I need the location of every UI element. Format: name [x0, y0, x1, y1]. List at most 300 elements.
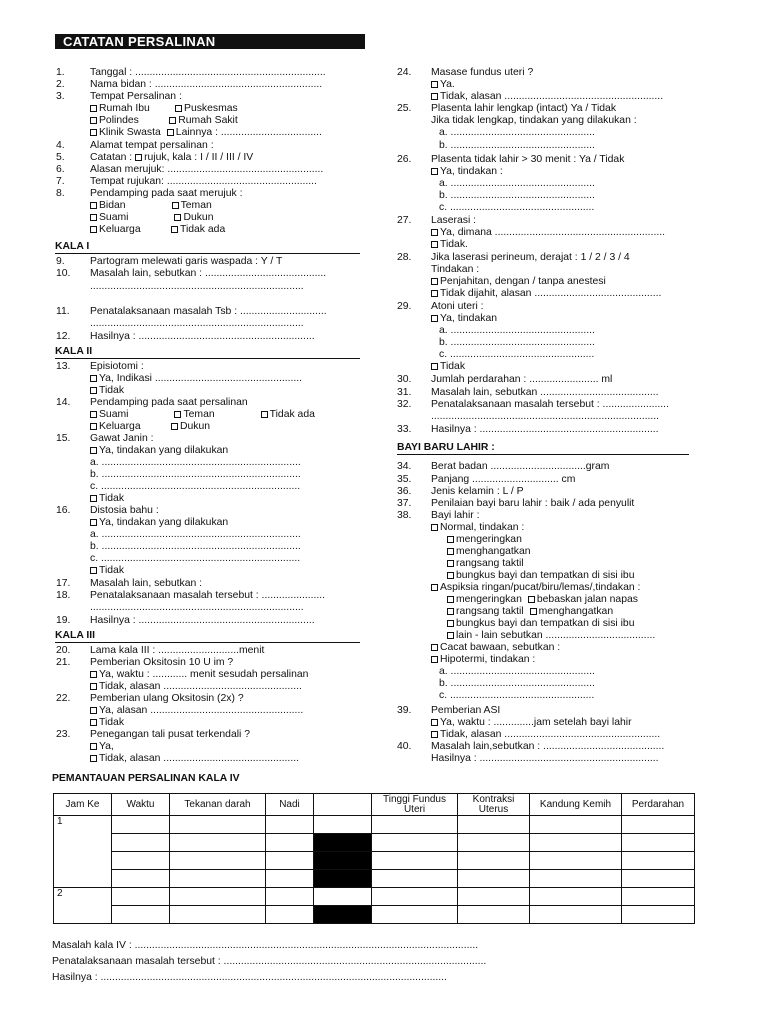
checkbox[interactable]	[431, 315, 438, 322]
table-cell[interactable]	[530, 834, 622, 852]
checkbox[interactable]	[431, 278, 438, 285]
checkbox-label: Puskesmas	[184, 103, 238, 114]
table-row	[54, 906, 695, 924]
table-cell[interactable]	[622, 870, 695, 888]
item-number: 4.	[56, 140, 65, 151]
form-line	[90, 331, 315, 342]
table-cell[interactable]	[530, 816, 622, 834]
shaded-cell	[314, 834, 372, 852]
checkbox[interactable]	[90, 129, 97, 136]
table-cell[interactable]	[458, 816, 530, 834]
form-line	[90, 529, 301, 540]
item-number: 8.	[56, 188, 65, 199]
form-line	[90, 91, 182, 102]
line-text: ...............................................................................	[431, 411, 660, 422]
form-line	[439, 349, 594, 360]
form-line	[90, 753, 299, 764]
form-line	[431, 276, 606, 287]
form-line	[431, 705, 500, 716]
checkbox[interactable]	[447, 632, 454, 639]
line-text: Pendamping pada saat merujuk :	[90, 188, 243, 199]
form-line	[90, 578, 202, 589]
item-number: 18.	[56, 590, 71, 601]
checkbox-label: Klinik Swasta	[99, 127, 161, 138]
checkbox[interactable]	[90, 117, 97, 124]
item-number: 39.	[397, 705, 412, 716]
table-cell[interactable]	[266, 888, 314, 906]
form-line	[90, 645, 264, 656]
form-line	[431, 374, 612, 385]
table-cell[interactable]	[266, 870, 314, 888]
form-line	[431, 227, 665, 238]
form-line	[90, 152, 253, 163]
table-cell[interactable]	[170, 852, 266, 870]
checkbox-label: Bidan	[99, 200, 126, 211]
checkbox[interactable]	[447, 548, 454, 555]
form-title: CATATAN PERSALINAN	[55, 34, 365, 49]
form-line	[90, 67, 326, 78]
table-cell[interactable]	[314, 888, 372, 906]
item-number: 32.	[397, 399, 412, 410]
checkbox[interactable]	[431, 719, 438, 726]
checkbox-label: Tidak, alasan ......................................................	[440, 729, 661, 740]
line-text: c. ..................................................	[439, 202, 595, 213]
form-line	[90, 657, 233, 668]
checkbox-label: rujuk, kala : I / II / III / IV	[144, 152, 254, 163]
form-line	[431, 154, 624, 165]
form-line	[431, 239, 468, 250]
form-line	[90, 553, 300, 564]
form-line	[431, 654, 535, 665]
line-text: Laserasi :	[431, 215, 477, 226]
line-text: Jenis kelamin : L / P	[431, 486, 524, 497]
table-cell[interactable]	[112, 834, 170, 852]
form-line	[90, 421, 210, 432]
checkbox[interactable]	[431, 584, 438, 591]
form-line	[439, 202, 594, 213]
checkbox[interactable]	[431, 229, 438, 236]
shaded-cell	[314, 870, 372, 888]
line-text: Jumlah perdarahan : ........................ ml	[431, 374, 613, 385]
checkbox[interactable]	[261, 411, 268, 418]
checkbox[interactable]	[447, 596, 454, 603]
line-text: Jika laserasi perineum, derajat : 1 / 2 / 3 / 4	[431, 252, 630, 263]
table-row	[54, 870, 695, 888]
item-number: 29.	[397, 301, 412, 312]
form-line	[90, 565, 124, 576]
form-line	[447, 606, 613, 617]
item-number: 20.	[56, 645, 71, 656]
checkbox[interactable]	[175, 105, 182, 112]
item-number: 14.	[56, 397, 71, 408]
form-line	[447, 630, 655, 641]
line-text: a. ..................................................	[439, 666, 595, 677]
form-line	[431, 264, 479, 275]
checkbox[interactable]	[167, 129, 174, 136]
section-heading: BAYI BARU LAHIR :	[397, 442, 495, 453]
checkbox[interactable]	[447, 620, 454, 627]
checkbox[interactable]	[431, 81, 438, 88]
table-cell[interactable]	[458, 906, 530, 924]
table-cell[interactable]	[530, 906, 622, 924]
checkbox[interactable]	[431, 290, 438, 297]
table-cell[interactable]	[170, 816, 266, 834]
table-cell[interactable]	[530, 888, 622, 906]
table-cell[interactable]	[530, 852, 622, 870]
table-cell[interactable]	[372, 870, 458, 888]
checkbox[interactable]	[90, 519, 97, 526]
table-cell[interactable]	[372, 888, 458, 906]
line-text: Jika tidak lengkap, tindakan yang dilakukan :	[431, 115, 637, 126]
col-kontraksi: Kontraksi Uterus	[458, 794, 530, 816]
line-text: Alasan merujuk: ......................................................	[90, 164, 324, 175]
form-line	[447, 570, 634, 581]
checkbox[interactable]	[431, 644, 438, 651]
checkbox-label: Aspiksia ringan/pucat/biru/lemas/,tindakan :	[440, 582, 641, 593]
table-cell[interactable]	[458, 870, 530, 888]
footer-line: Hasilnya : ........................................................................................................................	[52, 972, 447, 983]
line-text: Pemberian ulang Oksitosin (2x) ?	[90, 693, 244, 704]
checkbox[interactable]	[174, 411, 181, 418]
section-rule	[55, 358, 360, 359]
form-line	[431, 103, 616, 114]
checkbox[interactable]	[90, 719, 97, 726]
checkbox[interactable]	[431, 241, 438, 248]
item-number: 10.	[56, 268, 71, 279]
form-line	[439, 678, 595, 689]
item-number: 15.	[56, 433, 71, 444]
footer-line: Masalah kala IV : .......................................................................................................................	[52, 940, 479, 951]
checkbox-label: Tidak, alasan .......................................................	[440, 91, 664, 102]
checkbox[interactable]	[90, 495, 97, 502]
table-cell[interactable]	[170, 834, 266, 852]
table-cell[interactable]	[458, 852, 530, 870]
kala4-title: PEMANTAUAN PERSALINAN KALA IV	[52, 773, 240, 784]
line-text: c. ..................................................	[439, 690, 595, 701]
line-text: Penatalaksanaan masalah tersebut : ......................	[90, 590, 326, 601]
form-line	[90, 103, 238, 114]
line-text: Masase fundus uteri ?	[431, 67, 534, 78]
line-text: ..........................................................................	[90, 281, 304, 292]
checkbox[interactable]	[431, 93, 438, 100]
table-cell[interactable]	[112, 906, 170, 924]
checkbox-label: Tidak dijahit, alasan ............................................	[440, 288, 662, 299]
section-rule	[55, 642, 360, 643]
form-line	[447, 558, 524, 569]
checkbox[interactable]	[431, 656, 438, 663]
item-number: 9.	[56, 256, 65, 267]
form-line	[90, 361, 144, 372]
table-cell[interactable]	[372, 906, 458, 924]
item-number: 36.	[397, 486, 412, 497]
checkbox[interactable]	[90, 387, 97, 394]
line-text: c. .....................................................................	[90, 481, 301, 492]
table-cell[interactable]	[170, 906, 266, 924]
checkbox[interactable]	[431, 168, 438, 175]
form-line	[431, 79, 455, 90]
form-line	[90, 457, 301, 468]
checkbox[interactable]	[90, 423, 97, 430]
item-number: 1.	[56, 67, 65, 78]
col-jam-ke: Jam Ke	[54, 794, 112, 816]
checkbox[interactable]	[447, 608, 454, 615]
table-cell[interactable]	[266, 906, 314, 924]
checkbox-label: Suami	[99, 409, 129, 420]
checkbox[interactable]	[90, 743, 97, 750]
checkbox-label: Ya.	[440, 79, 455, 90]
checkbox[interactable]	[174, 214, 181, 221]
form-line	[90, 590, 325, 601]
item-number: 40.	[397, 741, 412, 752]
form-line	[431, 498, 634, 509]
table-cell[interactable]	[622, 852, 695, 870]
form-line	[90, 176, 317, 187]
table-cell[interactable]	[530, 870, 622, 888]
item-number: 27.	[397, 215, 412, 226]
checkbox[interactable]	[172, 202, 179, 209]
checkbox-label: Ya, alasan .....................................................	[99, 705, 304, 716]
line-text: b. .....................................................................	[90, 469, 301, 480]
item-number: 6.	[56, 164, 65, 175]
line-text: Pendamping pada saat persalinan	[90, 397, 248, 408]
checkbox-label: Tidak ada	[269, 409, 315, 420]
form-line	[431, 741, 664, 752]
checkbox[interactable]	[431, 524, 438, 531]
line-text: Plasenta lahir lengkap (intact) Ya / Tidak	[431, 103, 617, 114]
form-line	[431, 717, 632, 728]
table-cell[interactable]	[622, 816, 695, 834]
checkbox-label: Rumah Sakit	[178, 115, 238, 126]
item-number: 13.	[56, 361, 71, 372]
form-line	[90, 127, 322, 138]
checkbox-label: Tidak	[440, 361, 466, 372]
checkbox-label: rangsang taktil	[456, 606, 524, 617]
table-cell[interactable]	[458, 834, 530, 852]
form-line	[90, 188, 243, 199]
table-cell[interactable]	[622, 906, 695, 924]
item-number: 30.	[397, 374, 412, 385]
line-text: Bayi lahir :	[431, 510, 480, 521]
form-line	[431, 461, 609, 472]
checkbox-label: Tidak, alasan ................................................	[99, 681, 302, 692]
section-rule	[397, 454, 689, 455]
line-text: Gawat Janin :	[90, 433, 154, 444]
table-cell[interactable]	[372, 834, 458, 852]
item-number: 35.	[397, 474, 412, 485]
table-cell[interactable]	[372, 852, 458, 870]
checkbox-label: Keluarga	[99, 421, 141, 432]
table-cell[interactable]	[266, 834, 314, 852]
form-line	[447, 546, 531, 557]
form-line	[439, 337, 595, 348]
line-text: Hasilnya : .............................................................	[90, 331, 315, 342]
form-line	[439, 127, 595, 138]
checkbox-label: menghangatkan	[538, 606, 614, 617]
checkbox[interactable]	[447, 536, 454, 543]
checkbox-label: Ya, tindakan yang dilakukan	[99, 517, 229, 528]
form-line	[90, 79, 322, 90]
table-cell[interactable]	[622, 888, 695, 906]
form-line	[90, 705, 303, 716]
shaded-cell	[314, 852, 372, 870]
checkbox[interactable]	[90, 755, 97, 762]
form-line	[431, 387, 659, 398]
item-number: 24.	[397, 67, 412, 78]
form-line	[90, 481, 300, 492]
line-text: Penilaian bayi baru lahir : baik / ada penyulit	[431, 498, 635, 509]
checkbox[interactable]	[90, 214, 97, 221]
checkbox-label: lain - lain sebutkan ......................................	[456, 630, 656, 641]
line-text: Pemberian ASI	[431, 705, 501, 716]
checkbox[interactable]	[431, 363, 438, 370]
table-cell[interactable]	[314, 816, 372, 834]
line-text: Nama bidan : ..........................................................	[90, 79, 323, 90]
table-cell[interactable]	[170, 870, 266, 888]
item-number: 34.	[397, 461, 412, 472]
line-text: Plasenta tidak lahir > 30 menit : Ya / Tidak	[431, 154, 625, 165]
checkbox-label: Ya, Indikasi ...................................................	[99, 373, 303, 384]
line-text: Episiotomi :	[90, 361, 144, 372]
jam-ke-cell: 1	[54, 816, 112, 888]
checkbox-label: Suami	[99, 212, 129, 223]
table-cell[interactable]	[622, 834, 695, 852]
form-line	[90, 729, 250, 740]
item-number: 21.	[56, 657, 71, 668]
line-text: Masalah lain,sebutkan : ..........................................	[431, 741, 665, 752]
checkbox[interactable]	[90, 202, 97, 209]
form-line	[431, 510, 480, 521]
item-number: 26.	[397, 154, 412, 165]
form-line	[439, 178, 595, 189]
form-line	[90, 318, 304, 329]
checkbox[interactable]	[90, 683, 97, 690]
form-line	[90, 256, 282, 267]
form-line	[90, 493, 124, 504]
table-cell[interactable]	[266, 816, 314, 834]
checkbox[interactable]	[135, 154, 142, 161]
checkbox[interactable]	[90, 226, 97, 233]
checkbox[interactable]	[431, 731, 438, 738]
table-cell[interactable]	[112, 870, 170, 888]
form-line	[431, 166, 503, 177]
item-number: 7.	[56, 176, 65, 187]
item-number: 2.	[56, 79, 65, 90]
section-rule	[55, 253, 360, 254]
form-line	[431, 411, 659, 422]
form-line	[90, 469, 301, 480]
form-line	[90, 681, 302, 692]
form-line	[431, 215, 476, 226]
form-line	[431, 91, 663, 102]
item-number: 23.	[56, 729, 71, 740]
form-line	[90, 385, 124, 396]
line-text: Catatan :	[90, 152, 133, 163]
item-number: 17.	[56, 578, 71, 589]
checkbox[interactable]	[90, 105, 97, 112]
checkbox-label: Ya, waktu : ..............jam setelah bayi lahir	[440, 717, 632, 728]
table-cell[interactable]	[112, 816, 170, 834]
table-cell[interactable]	[112, 852, 170, 870]
line-text: Hasilnya : .............................................................	[90, 615, 315, 626]
checkbox[interactable]	[90, 671, 97, 678]
checkbox-label: bebaskan jalan napas	[536, 594, 638, 605]
line-text: Hasilnya : ..............................................................	[431, 753, 659, 764]
checkbox[interactable]	[90, 707, 97, 714]
form-line	[90, 164, 323, 175]
checkbox[interactable]	[90, 375, 97, 382]
form-line	[431, 301, 484, 312]
line-text: a. ..................................................	[439, 127, 595, 138]
checkbox-label: Cacat bawaan, sebutkan :	[440, 642, 561, 653]
checkbox-label: Tidak	[99, 385, 125, 396]
checkbox-label: Keluarga	[99, 224, 141, 235]
checkbox-label: Lainnya : ...................................	[175, 127, 322, 138]
checkbox[interactable]	[447, 572, 454, 579]
form-line	[431, 522, 524, 533]
line-text: Tindakan :	[431, 264, 480, 275]
checkbox[interactable]	[90, 567, 97, 574]
checkbox[interactable]	[171, 226, 178, 233]
kala4-header-row	[54, 794, 695, 816]
form-line	[439, 325, 595, 336]
line-text: b. ..................................................	[439, 337, 595, 348]
form-line	[90, 140, 214, 151]
form-line	[431, 252, 630, 263]
section-heading: KALA I	[55, 241, 90, 252]
line-text: a. ..................................................	[439, 178, 595, 189]
checkbox[interactable]	[447, 560, 454, 567]
form-line	[431, 115, 637, 126]
checkbox-label: Ya, tindakan :	[440, 166, 503, 177]
checkbox[interactable]	[90, 411, 97, 418]
form-line	[431, 67, 533, 78]
checkbox[interactable]	[171, 423, 178, 430]
checkbox[interactable]	[169, 117, 176, 124]
line-text: b. ..................................................	[439, 190, 595, 201]
form-line	[431, 642, 560, 653]
checkbox-label: Tidak, alasan ...............................................	[99, 753, 299, 764]
table-cell[interactable]	[458, 888, 530, 906]
col-tinggi-fundus: Tinggi Fundus Uteri	[372, 794, 458, 816]
checkbox[interactable]	[528, 596, 535, 603]
col-blank	[314, 794, 372, 816]
jam-ke-cell: 2	[54, 888, 112, 924]
table-cell[interactable]	[170, 888, 266, 906]
checkbox[interactable]	[90, 447, 97, 454]
checkbox-label: Tidak ada	[179, 224, 226, 235]
line-text: Masalah lain, sebutkan :	[90, 578, 203, 589]
line-text: c. ..................................................	[439, 349, 595, 360]
line-text: Partogram melewati garis waspada : Y / T	[90, 256, 283, 267]
line-text: b. .....................................................................	[90, 541, 301, 552]
col-kandung-kemih: Kandung Kemih	[530, 794, 622, 816]
checkbox[interactable]	[530, 608, 537, 615]
form-line	[90, 445, 228, 456]
checkbox-label: mengeringkan	[456, 594, 522, 605]
form-line	[90, 200, 212, 211]
checkbox-label: mengeringkan	[456, 534, 522, 545]
checkbox-label: Ya,	[99, 741, 114, 752]
table-cell[interactable]	[372, 816, 458, 834]
item-number: 3.	[56, 91, 65, 102]
table-cell[interactable]	[112, 888, 170, 906]
col-perdarahan: Perdarahan	[622, 794, 695, 816]
checkbox-label: Teman	[183, 409, 215, 420]
table-cell[interactable]	[266, 852, 314, 870]
line-text: Panjang .............................. cm	[431, 474, 576, 485]
table-row	[54, 834, 695, 852]
checkbox-label: Tidak	[99, 717, 125, 728]
